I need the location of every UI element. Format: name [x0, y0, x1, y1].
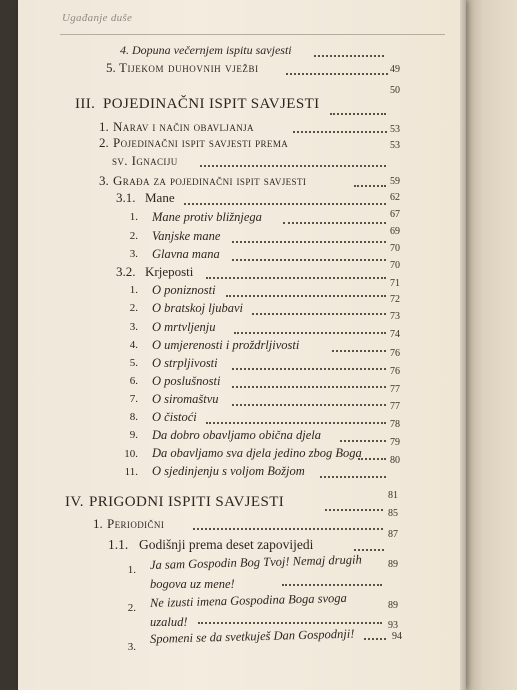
toc-page-number: 93 [388, 620, 398, 631]
toc-entry-title: Periodični [107, 516, 165, 531]
leader-dots [283, 222, 386, 224]
leader-dots [320, 476, 386, 478]
leader-dots [232, 259, 386, 261]
leader-dots [232, 368, 386, 370]
toc-subentry-title-continued: uzalud! [150, 615, 188, 629]
toc-entry-title: Tijekom duhovnih vježbi [119, 60, 259, 75]
toc-page-number: 81 [388, 490, 398, 501]
toc-subentry-title: O čistoći [152, 410, 197, 424]
leader-dots [286, 73, 388, 75]
toc-page-number: 94 [392, 631, 402, 642]
leader-dots [364, 638, 386, 640]
leader-dots [340, 440, 386, 442]
toc-subentry-title: Ne izusti imena Gospodina Boga svoga [149, 590, 347, 610]
toc-subentry-title: Da obavljamo sva djela jedino zbog Boga [152, 446, 362, 460]
toc-section-title: Mane [145, 190, 175, 205]
toc-subentry-title: O strpljivosti [152, 356, 218, 370]
toc-page-number: 85 [388, 508, 398, 519]
toc-entry-title: Građa za pojedinačni ispit savjesti [113, 173, 307, 188]
leader-dots [314, 55, 384, 57]
toc-subentry-number: 7. [129, 393, 138, 405]
toc-subentry-number: 9. [129, 429, 138, 441]
toc-subentry-number: 6. [129, 375, 138, 387]
toc-section-number: 1.1. [108, 537, 129, 552]
facing-page-edge [466, 0, 517, 690]
toc-subentry-title: Glavna mana [152, 247, 220, 261]
toc-subentry-number: 11. [124, 466, 138, 478]
leader-dots [232, 241, 386, 243]
toc-section-title: Godišnji prema deset zapovijedi [139, 537, 314, 552]
leader-dots [200, 165, 386, 167]
leader-dots [252, 313, 386, 315]
toc-entry-title: Pojedinačni ispit savjesti prema [113, 135, 289, 150]
toc-subentry-title: O siromaštvu [152, 392, 219, 406]
toc-page-number: 67 [390, 209, 400, 220]
toc-subentry-title: Ja sam Gospodin Bog Tvoj! Nemaj drugih [149, 552, 362, 572]
toc-entry-number: 2. [99, 135, 109, 150]
toc-subentry-number: 4. [129, 339, 138, 351]
toc-subentry-title-continued: bogova uz mene! [150, 577, 235, 591]
toc-page-number: 79 [390, 437, 400, 448]
toc-subentry-number: 1. [129, 284, 138, 296]
toc-section-number: 3.1. [116, 190, 136, 205]
leader-dots [325, 509, 383, 511]
toc-page-number: 72 [390, 294, 400, 305]
leader-dots [282, 584, 382, 586]
toc-page-number: 53 [390, 124, 400, 135]
toc-subentry-number: 10. [124, 448, 138, 460]
leader-dots [332, 350, 386, 352]
toc-subentry-title: Vanjske mane [152, 229, 221, 243]
toc-section-number: 3.2. [116, 264, 136, 279]
toc-subentry-number: 2. [129, 230, 138, 242]
toc-page-number: 77 [390, 384, 400, 395]
page-gutter-shadow [460, 0, 466, 690]
toc-page-number: 53 [390, 140, 400, 151]
leader-dots [198, 622, 382, 624]
leader-dots [232, 386, 386, 388]
toc-subentry-number: 3. [129, 248, 138, 260]
toc-subentry-number: 1. [127, 564, 136, 576]
leader-dots [358, 458, 386, 460]
leader-dots [226, 295, 386, 297]
toc-entry-title: Narav i način obavljanja [113, 119, 254, 134]
toc-page-number: 78 [390, 419, 400, 430]
leader-dots [184, 203, 386, 205]
toc-subentry-number: 3. [127, 641, 136, 653]
toc-page-number: 89 [388, 559, 398, 570]
toc-subentry-number: 2. [129, 302, 138, 314]
toc-part-number: III. [75, 96, 96, 112]
header-rule [60, 34, 445, 35]
toc-page-number: 62 [390, 192, 400, 203]
toc-entry-title-continued: sv. Ignaciju [112, 153, 178, 168]
toc-subentry-title: O bratskoj ljubavi [152, 301, 243, 315]
toc-subentry-title: Mane protiv bližnjega [152, 210, 262, 224]
toc-subentry-title: O umjerenosti i proždrljivosti [152, 338, 300, 352]
toc-subentry-title: O poniznosti [152, 283, 216, 297]
leader-dots [232, 404, 386, 406]
toc-entry-number: 1. [99, 119, 109, 134]
toc-section-title: Krjeposti [145, 264, 194, 279]
leader-dots [206, 422, 386, 424]
leader-dots [354, 185, 386, 187]
toc-page-number: 49 [390, 64, 400, 75]
toc-page-number: 89 [388, 600, 398, 611]
toc-part-number: IV. [65, 494, 84, 510]
toc-subentry-title: Da dobro obavljamo obična djela [152, 428, 321, 442]
leader-dots [354, 549, 384, 551]
toc-part-title: POJEDINAČNI ISPIT SAVJESTI [103, 96, 320, 112]
running-header-title: Ugađanje duše [62, 12, 133, 24]
toc-page-number: 87 [388, 529, 398, 540]
toc-subentry-number: 1. [129, 211, 138, 223]
toc-page-number: 73 [390, 311, 400, 322]
toc-page-number: 71 [390, 278, 400, 289]
toc-page-number: 80 [390, 455, 400, 466]
toc-page-number: 76 [390, 366, 400, 377]
toc-subentry-number: 8. [129, 411, 138, 423]
leader-dots [206, 277, 386, 279]
toc-entry-number: 1. [93, 516, 103, 531]
toc-subentry-number: 5. [129, 357, 138, 369]
toc-subentry-number: 2. [127, 602, 136, 614]
leader-dots [234, 332, 386, 334]
toc-page-number: 50 [390, 85, 400, 96]
toc-subentry-title: Spomeni se da svetkuješ Dan Gospodnji! [149, 626, 355, 646]
toc-page-number: 76 [390, 348, 400, 359]
toc-subentry-number: 3. [129, 321, 138, 333]
toc-subentry-title: O sjedinjenju s voljom Božjom [152, 464, 305, 478]
toc-page-number: 70 [390, 260, 400, 271]
toc-part-title: PRIGODNI ISPITI SAVJESTI [89, 494, 285, 510]
toc-page-number: 70 [390, 243, 400, 254]
toc-page-number: 69 [390, 226, 400, 237]
toc-entry-number: 4. [120, 43, 129, 57]
toc-entry-number: 5. [106, 60, 116, 75]
toc-subentry-title: O poslušnosti [152, 374, 221, 388]
leader-dots [193, 528, 383, 530]
toc-entry-title: Dopuna večernjem ispitu savjesti [132, 43, 292, 57]
toc-entry-number: 3. [99, 173, 109, 188]
toc-page-number: 74 [390, 329, 400, 340]
toc-page-number: 77 [390, 401, 400, 412]
toc-page-number: 59 [390, 176, 400, 187]
toc-subentry-title: O mrtvljenju [152, 320, 216, 334]
leader-dots [293, 131, 387, 133]
leader-dots [330, 113, 386, 115]
